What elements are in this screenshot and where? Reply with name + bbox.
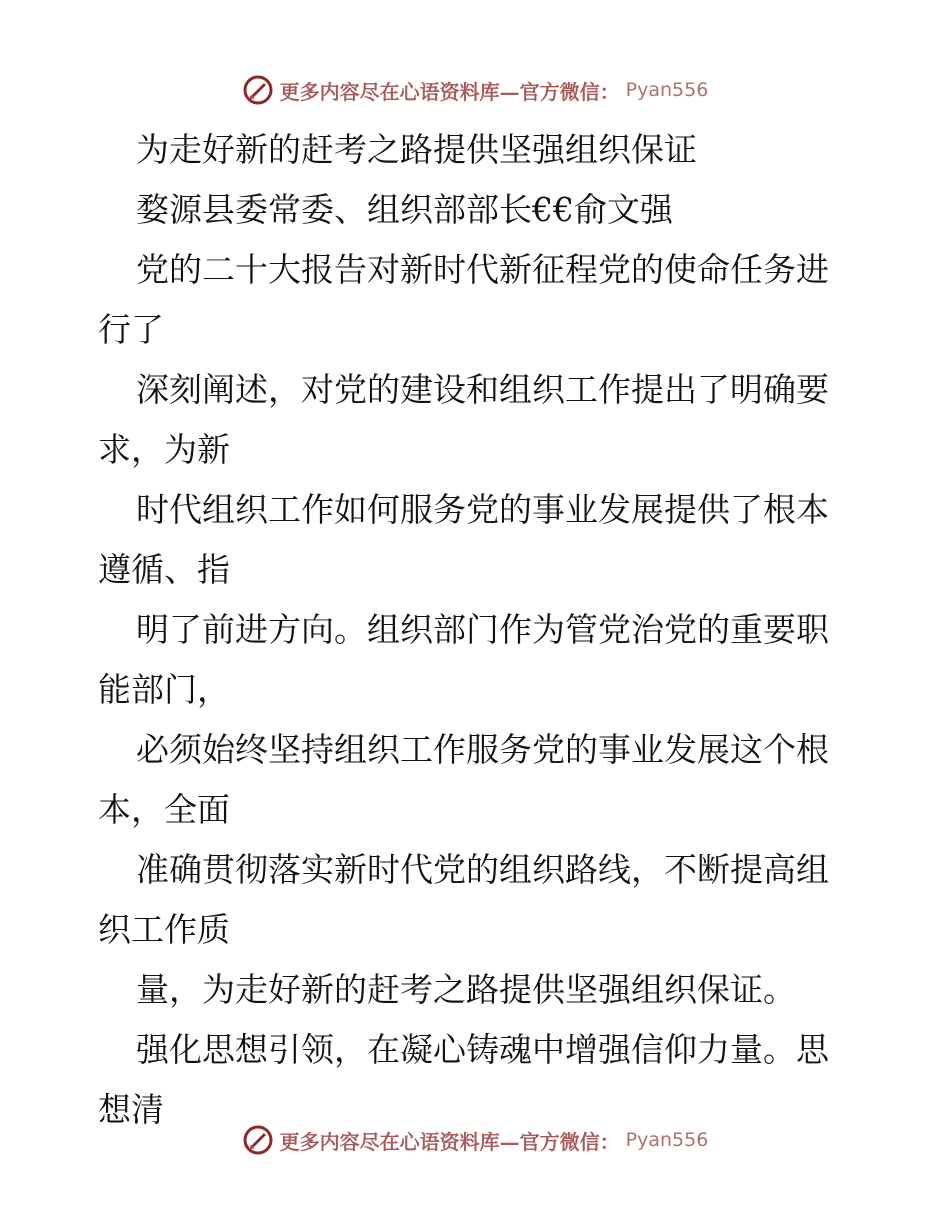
text-line: 强化思想引领，在凝心铸魂中增强信仰力量。思	[136, 1030, 829, 1069]
quill-seal-icon	[242, 74, 274, 106]
quill-seal-icon	[242, 1124, 274, 1156]
text-line: 量，为走好新的赶考之路提供坚强组织保证。	[136, 970, 796, 1009]
text-line: 婺源县委常委、组织部部长€€俞文强	[136, 190, 673, 229]
document-body	[98, 120, 858, 1140]
text-line: 织工作质	[98, 910, 230, 949]
text-line: 遵循、指	[98, 550, 230, 589]
watermark-text: 更多内容尽在心语资料库—官方微信：	[279, 1129, 620, 1154]
text-line: 能部门，	[98, 670, 230, 709]
text-line: 求，为新	[98, 430, 230, 469]
watermark-text: 更多内容尽在心语资料库—官方微信：	[279, 79, 620, 104]
watermark-group	[242, 1124, 709, 1156]
text-line: 党的二十大报告对新时代新征程党的使命任务进	[136, 250, 829, 289]
text-line: 准确贯彻落实新时代党的组织路线，不断提高组	[136, 850, 829, 889]
text-line: 行了	[98, 310, 164, 349]
text-line: 必须始终坚持组织工作服务党的事业发展这个根	[136, 730, 829, 769]
text-line: 为走好新的赶考之路提供坚强组织保证	[136, 130, 697, 169]
watermark-contact: Pyan556	[625, 1129, 709, 1151]
header-watermark	[0, 70, 950, 110]
text-line: 本，全面	[98, 790, 230, 829]
footer-watermark	[0, 1120, 950, 1160]
text-line: 时代组织工作如何服务党的事业发展提供了根本	[136, 490, 829, 529]
text-line: 深刻阐述，对党的建设和组织工作提出了明确要	[136, 370, 829, 409]
text-line: 明了前进方向。组织部门作为管党治党的重要职	[136, 610, 829, 649]
text-line: 想清	[98, 1090, 164, 1129]
watermark-contact: Pyan556	[625, 79, 709, 101]
watermark-group	[242, 74, 709, 106]
